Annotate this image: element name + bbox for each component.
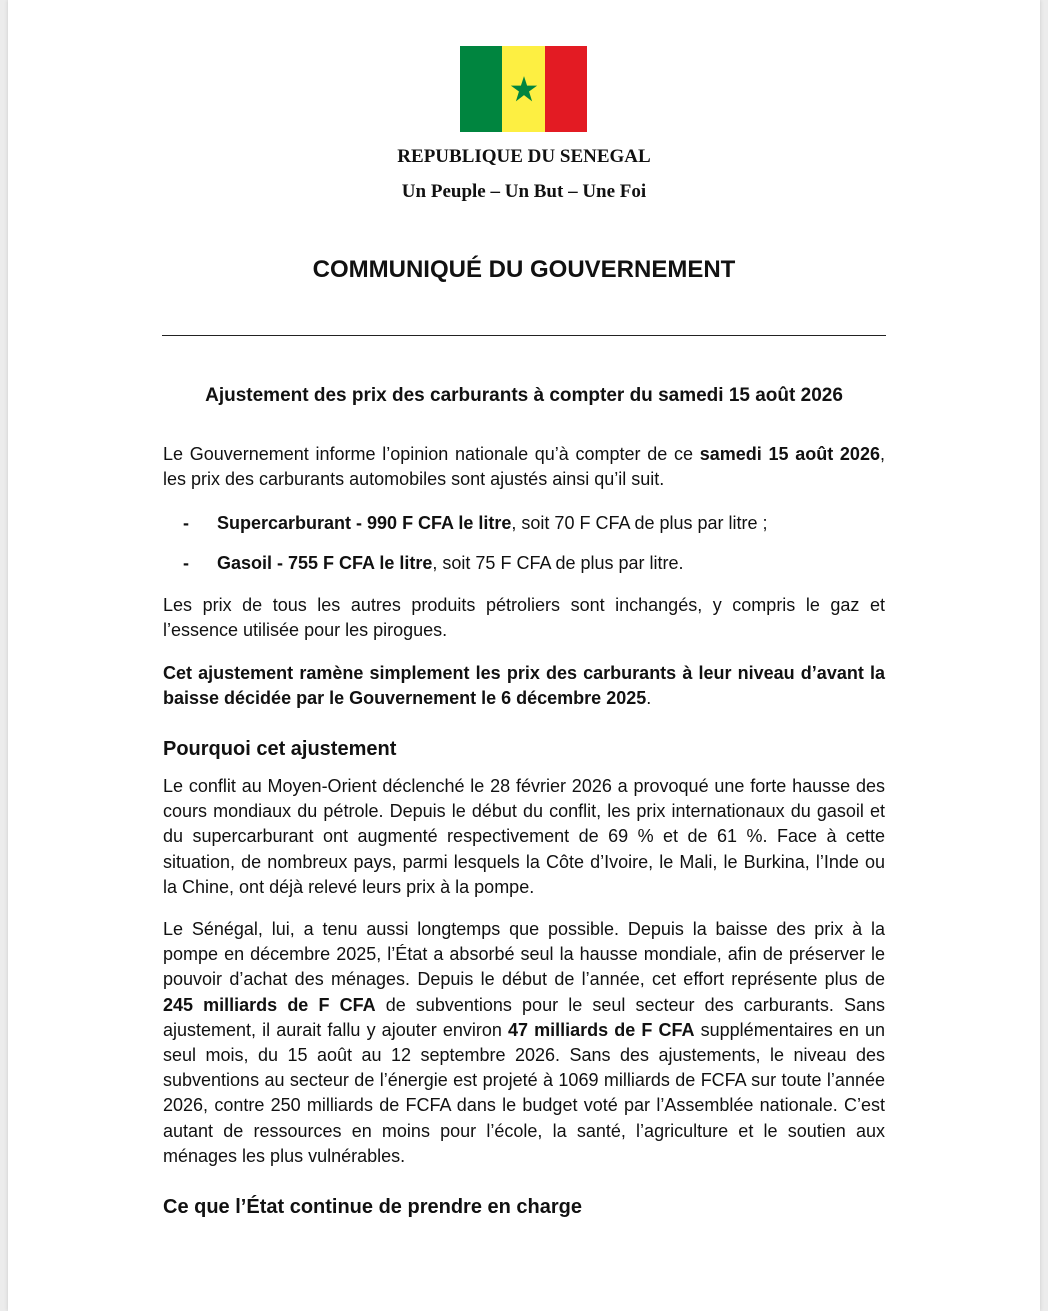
title-divider	[162, 335, 886, 336]
republic-heading: REPUBLIQUE DU SENEGAL	[397, 146, 651, 167]
communique-subject: Ajustement des prix des carburants à compter du samedi 15 août 2026	[205, 385, 843, 406]
subsidy-text-1: Le Sénégal, lui, a tenu aussi longtemps que possible. Depuis la baisse des prix à la pompe en décembre 2025, l’État a absorbé seul la hausse mondiale, afin de préserver le pouvoir d’achat des ménages. Depuis le début de l’année, cet effort représente plus de	[163, 919, 885, 990]
bullet-increase: , soit 70 F CFA de plus par litre ;	[511, 513, 768, 533]
flag-band-red	[545, 46, 587, 132]
return-note-paragraph	[163, 661, 885, 711]
intro-paragraph	[163, 442, 885, 492]
return-note-end: .	[646, 688, 652, 709]
bullet-dash: -	[183, 553, 189, 573]
bullet-price: Gasoil - 755 F CFA le litre	[217, 553, 433, 573]
subsidy-text-2: de subventions pour le seul secteur des carburants. Sans ajustement, il aurait fallu y ajouter environ	[163, 994, 885, 1040]
national-motto: Un Peuple – Un But – Une Foi	[401, 181, 647, 202]
monthly-amount: 47 milliards de F CFA	[508, 1019, 695, 1040]
unchanged-paragraph: Les prix de tous les autres produits pétroliers sont inchangés, y compris le gaz et l’essence utilisée pour les pirogues.	[163, 595, 885, 641]
intro-date: samedi 15 août 2026	[699, 444, 880, 464]
bullet-dash: -	[183, 513, 189, 533]
flag-star-icon	[510, 75, 538, 103]
flag-band-green	[460, 46, 502, 132]
return-note-bold: Cet ajustement ramène simplement les prix des carburants à leur niveau d’avant la baisse décidée par le Gouvernement le 6 décembre 2025	[163, 663, 885, 709]
bullet-content	[217, 511, 768, 536]
section-heading-why: Pourquoi cet ajustement	[163, 738, 397, 760]
bullet-increase: , soit 75 F CFA de plus par litre.	[432, 553, 684, 573]
bullet-price: Supercarburant - 990 F CFA le litre	[217, 513, 512, 533]
document-title: COMMUNIQUÉ DU GOUVERNEMENT	[312, 256, 736, 283]
subsidy-paragraph	[163, 917, 885, 1169]
intro-text-2: , les prix des carburants automobiles sont ajustés ainsi qu’il suit.	[163, 444, 885, 490]
subsidy-amount: 245 milliards de F CFA	[163, 994, 376, 1015]
conflict-paragraph: Le conflit au Moyen-Orient déclenché le 28 février 2026 a provoqué une forte hausse des cours mondiaux du pétrole. Depuis le début du conflit, les prix internationaux du gasoil et du supercarburant ont augmenté respectivement de 69 % et de 61 %. Face à cette situation, de nombreux pays, parmi lesquels la Côte d’Ivoire, le Mali, le Burkina, l’Inde ou la Chine, ont déjà relevé leurs prix à la pompe.	[163, 776, 885, 897]
bullet-content	[217, 551, 684, 576]
subsidy-text-3: supplémentaires en un seul mois, du 15 août au 12 septembre 2026. Sans des ajustements, le niveau des subventions au secteur de l’énergie est projeté à 1069 milliards de FCFA sur toute l’année 2026, contre 250 milliards de FCFA dans le budget voté par l’Assemblée nationale. C’est autant de ressources en moins pour l’école, la santé, l’agriculture et le soutien aux ménages les plus vulnérables.	[163, 1019, 885, 1166]
senegal-flag-icon	[460, 46, 587, 132]
section-heading-state: Ce que l’État continue de prendre en charge	[163, 1196, 582, 1218]
intro-text-1: Le Gouvernement informe l’opinion nationale qu’à compter de ce	[163, 444, 700, 464]
